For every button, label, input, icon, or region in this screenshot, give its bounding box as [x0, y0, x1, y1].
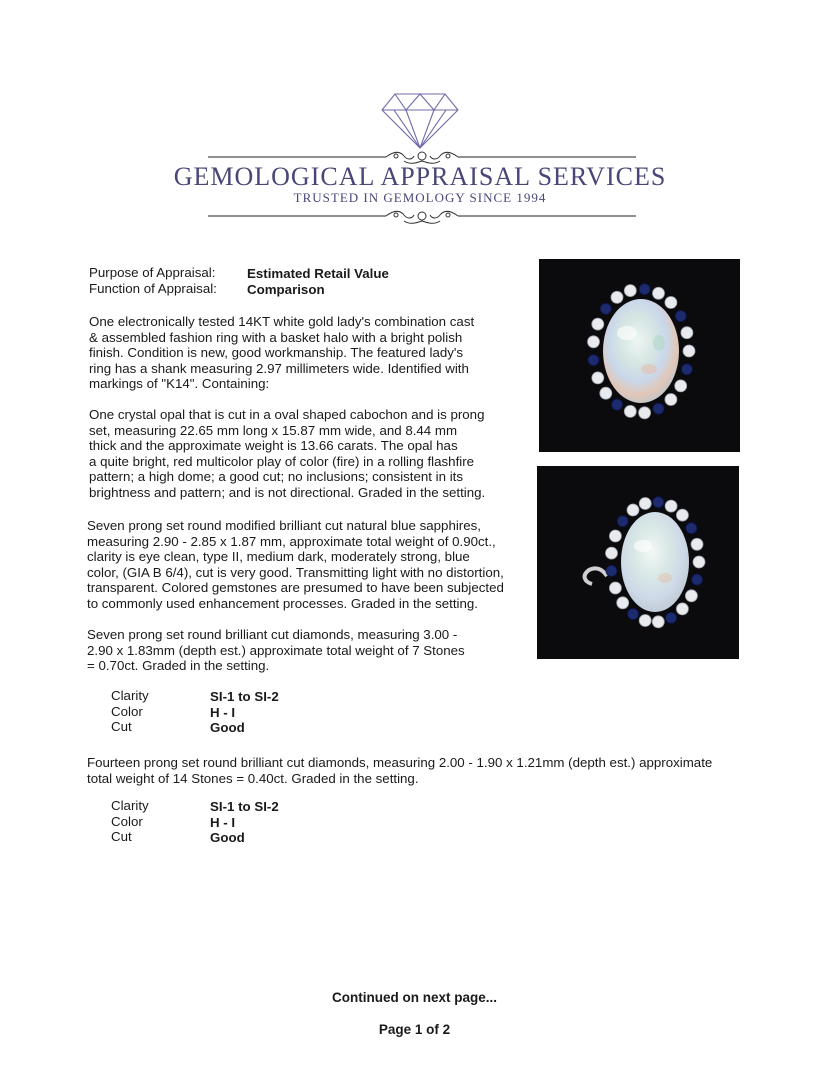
- company-name: GEMOLOGICAL APPRAISAL SERVICES: [173, 162, 667, 191]
- purpose-value: Estimated Retail Value: [247, 266, 389, 281]
- diamond-stone: [676, 509, 688, 521]
- sapphire-stone: [653, 497, 664, 508]
- sapphire-stone: [606, 565, 617, 576]
- diamond-stone: [681, 327, 693, 339]
- diamond-stone: [639, 407, 651, 419]
- sapphire-stone: [617, 516, 628, 527]
- sapphire-stone: [675, 311, 686, 322]
- diamond-stone: [691, 538, 703, 550]
- grades-1-labels: Clarity Color Cut: [111, 688, 149, 735]
- diamond-stone: [665, 394, 677, 406]
- company-tagline: TRUSTED IN GEMOLOGY SINCE 1994: [293, 190, 547, 205]
- diamond-stone: [627, 504, 639, 516]
- purpose-label: Purpose of Appraisal:: [89, 265, 216, 280]
- sapphire-stone: [600, 303, 611, 314]
- diamond-stone: [665, 297, 677, 309]
- function-value: Comparison: [247, 282, 325, 297]
- diamond-stone: [624, 285, 636, 297]
- diamond-stone: [588, 336, 600, 348]
- sapphire-stone: [628, 609, 639, 620]
- diamond-stone: [665, 500, 677, 512]
- diamond-stone: [611, 291, 623, 303]
- sapphire-stone: [666, 612, 677, 623]
- header-ornament-bottom: [208, 205, 636, 229]
- diamond-stone: [639, 615, 651, 627]
- diamonds-description-1: Seven prong set round brilliant cut diamonds, measuring 3.00 - 2.90 x 1.83mm (depth est.) approximate total weight of 7 Stones = 0.70ct. Graded in the setting.: [87, 627, 465, 674]
- diamond-stone: [683, 345, 695, 357]
- diamonds-description-2: Fourteen prong set round brilliant cut diamonds, measuring 2.00 - 1.90 x 1.21mm (depth est.) approximate total weight of 14 Stones = 0.40ct. Graded in the setting.: [87, 755, 713, 786]
- diamond-stone: [675, 380, 687, 392]
- ring-photo-top-view: [539, 259, 740, 452]
- sapphire-stone: [639, 284, 650, 295]
- diamond-stone: [617, 597, 629, 609]
- diamond-stone: [609, 530, 621, 542]
- sapphire-description: Seven prong set round modified brilliant cut natural blue sapphires, measuring 2.90 - 2.85 x 1.87 mm, approximate total weight of 0.90ct., clarity is eye clean, type II, medium dark, moderately strong, blue color, (GIA B 6/4), cut is very good. Transmitting light with no distortion, transparent. Colored gemstones are presumed to have been subjected to commonly used enhancement processes. Graded in the setting.: [87, 518, 504, 611]
- sapphire-stone: [612, 399, 623, 410]
- diamond-stone: [592, 372, 604, 384]
- diamond-stone: [676, 603, 688, 615]
- sapphire-stone: [588, 355, 599, 366]
- sapphire-stone: [681, 364, 692, 375]
- diamond-stone: [639, 498, 651, 510]
- diamond-logo-icon: [380, 92, 460, 150]
- diamond-stone: [606, 547, 618, 559]
- function-label: Function of Appraisal:: [89, 281, 217, 296]
- diamond-stone: [624, 405, 636, 417]
- grades-2-labels: Clarity Color Cut: [111, 798, 149, 845]
- grades-2-values: SI-1 to SI-2 H - I Good: [210, 799, 279, 846]
- opal-description: One crystal opal that is cut in a oval shaped cabochon and is prong set, measuring 22.65 mm long x 15.87 mm wide, and 8.44 mm thick and the approximate weight is 13.66 carats. The opal has a quite bright, red multicolor play of color (fire) in a rolling flashfire pattern; a high dome; a good cut; no inclusions; consistent in its brightness and pattern; and is not directional. Graded in the setting.: [89, 407, 486, 500]
- diamond-stone: [693, 556, 705, 568]
- diamond-stone: [685, 590, 697, 602]
- continued-notice: Continued on next page...: [332, 990, 497, 1005]
- ring-description: One electronically tested 14KT white gold lady's combination cast & assembled fashion ring with a basket halo with a bright polish finish. Condition is new, good workmanship. The featured lady's ring has a shank measuring 2.97 millimeters wide. Identified with markings of "K14". Containing:: [89, 314, 475, 392]
- diamond-stone: [592, 318, 604, 330]
- page-number: Page 1 of 2: [378, 1022, 451, 1037]
- diamond-stone: [609, 582, 621, 594]
- diamond-stone: [653, 287, 665, 299]
- diamond-stone: [600, 387, 612, 399]
- sapphire-stone: [686, 523, 697, 534]
- sapphire-stone: [692, 574, 703, 585]
- ring-photo-angled-view: [537, 466, 739, 659]
- diamond-stone: [652, 616, 664, 628]
- grades-1-values: SI-1 to SI-2 H - I Good: [210, 689, 279, 736]
- sapphire-stone: [653, 403, 664, 414]
